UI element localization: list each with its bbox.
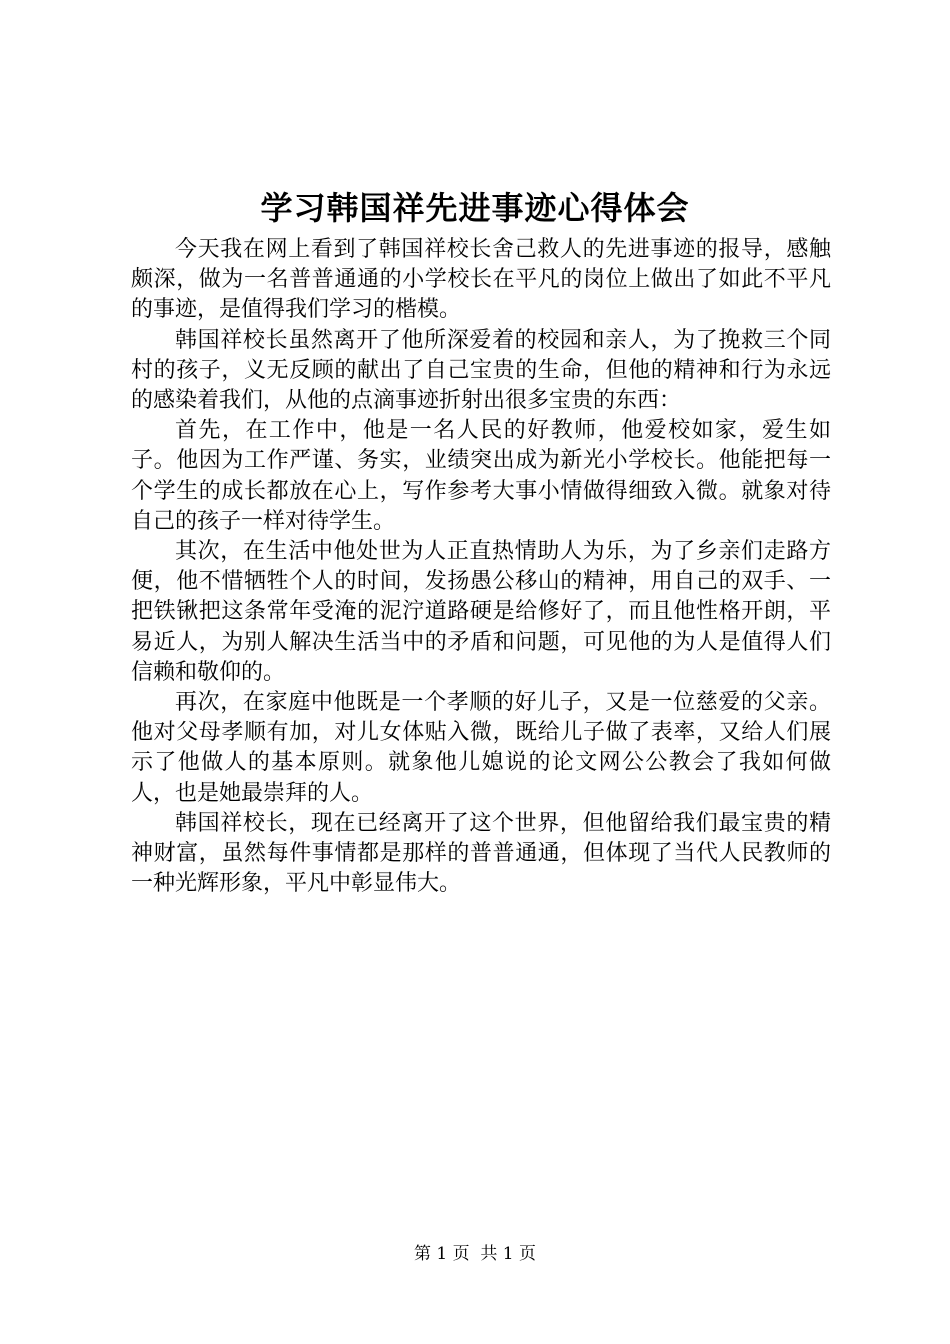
- document-title: 学习韩国祥先进事迹心得体会: [260, 189, 690, 227]
- paragraph-6: 韩国祥校长，现在已经离开了这个世界，但他留给我们最宝贵的精神财富，虽然每件事情都是那样的普普通通，但体现了当代人民教师的一种光辉形象，平凡中彰显伟大。: [131, 810, 831, 897]
- paragraph-4: 其次，在生活中他处世为人正直热情助人为乐，为了乡亲们走路方便，他不惜牺牲个人的时间，发扬愚公移山的精神，用自己的双手、一把铁锹把这条常年受淹的泥泞道路硬是给修好了，而且他性格开朗，平易近人，为别人解决生活当中的矛盾和问题，可见他的为人是值得人们信赖和敬仰的。: [131, 539, 831, 685]
- paragraph-5: 再次，在家庭中他既是一个孝顺的好儿子，又是一位慈爱的父亲。他对父母孝顺有加，对儿女体贴入微，既给儿子做了表率，又给人们展示了他做人的基本原则。就象他儿媳说的论文网公公教会了我如何做人，也是她最崇拜的人。: [131, 690, 831, 806]
- paragraph-3: 首先，在工作中，他是一名人民的好教师，他爱校如家，爱生如子。他因为工作严谨、务实，业绩突出成为新光小学校长。他能把每一个学生的成长都放在心上，写作参考大事小情做得细致入微。就象对待自己的孩子一样对待学生。: [131, 418, 831, 534]
- document-body: [131, 235, 831, 899]
- page-number-label: 第 1 页 共 1 页: [413, 1244, 537, 1264]
- paragraph-1: 今天我在网上看到了韩国祥校长舍己救人的先进事迹的报导，感触颇深，做为一名普普通通的小学校长在平凡的岗位上做出了如此不平凡的事迹，是值得我们学习的楷模。: [131, 237, 831, 323]
- paragraph-2: 韩国祥校长虽然离开了他所深爱着的校园和亲人，为了挽救三个同村的孩子，义无反顾的献出了自己宝贵的生命，但他的精神和行为永远的感染着我们，从他的点滴事迹折射出很多宝贵的东西：: [131, 327, 831, 414]
- page-footer: [0, 1243, 950, 1265]
